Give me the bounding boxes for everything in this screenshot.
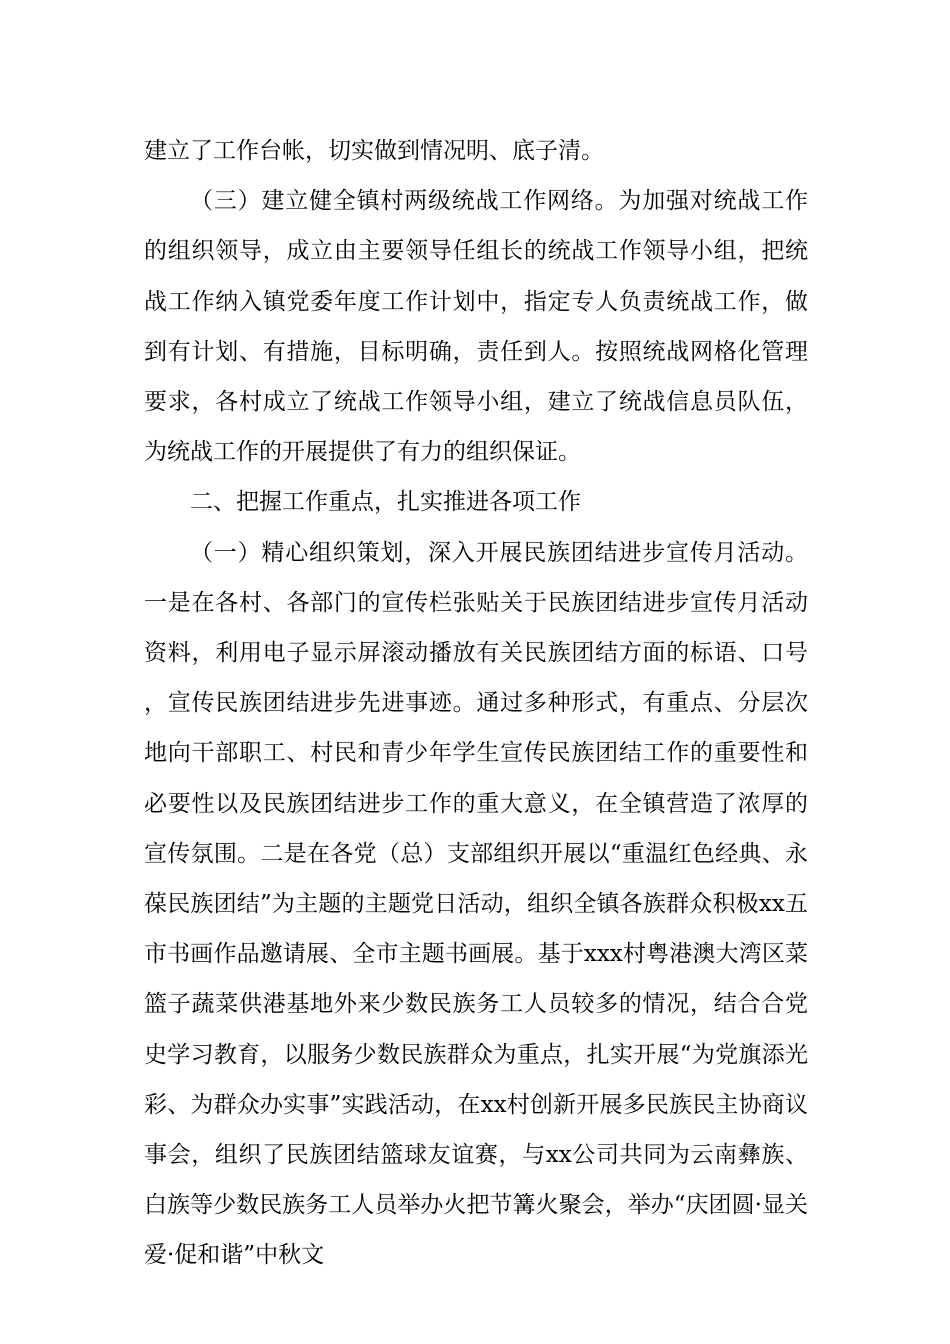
paragraph-section-3: （三）建立健全镇村两级统战工作网络。为加强对统战工作的组织领导，成立由主要领导任组长的统战工作领导小组，把统战工作纳入镇党委年度工作计划中，指定专人负责统战工作，做到有计划、有措施，目标明确，责任到人。按照统战网格化管理要求，各村成立了统战工作领导小组，建立了统战信息员队伍，为统战工作的开展提供了有力的组织保证。 bbox=[144, 188, 808, 466]
paragraph-subsection-1: （一）精心组织策划，深入开展民族团结进步宣传月活动。一是在各村、各部门的宣传栏张贴关于民族团结进步宣传月活动资料，利用电子显示屏滚动播放有关民族团结方面的标语、口号，宣传民族团结进步先进事迹。通过多种形式，有重点、分层次地向干部职工、村民和青少年学生宣传民族团结工作的重要性和必要性以及民族团结进步工作的重大意义，在全镇营造了浓厚的宣传氛围。二是在各党（总）支部组织开展以“重温红色经典、永葆民族团结”为主题的主题党日活动，组织全镇各族群众积极xx五市书画作品邀请展、全市主题书画展。基于xxx村粤港澳大湾区菜篮子蔬菜供港基地外来少数民族务工人员较多的情况，结合合党史学习教育，以服务少数民族群众为重点，扎实开展“为党旗添光彩、为群众办实事”实践活动，在xx村创新开展多民族民主协商议事会，组织了民族团结篮球友谊赛，与xx公司共同为云南彝族、白族等少数民族务工人员举办火把节篝火聚会，举办“庆团圆·显关爱·促和谐”中秋文 bbox=[144, 539, 808, 1269]
document-body bbox=[144, 126, 808, 1281]
section-heading-2: 二、把握工作重点，扎实推进各项工作 bbox=[190, 489, 581, 516]
paragraph-continuation: 建立了工作台帐，切实做到情况明、底子清。 bbox=[144, 138, 604, 164]
